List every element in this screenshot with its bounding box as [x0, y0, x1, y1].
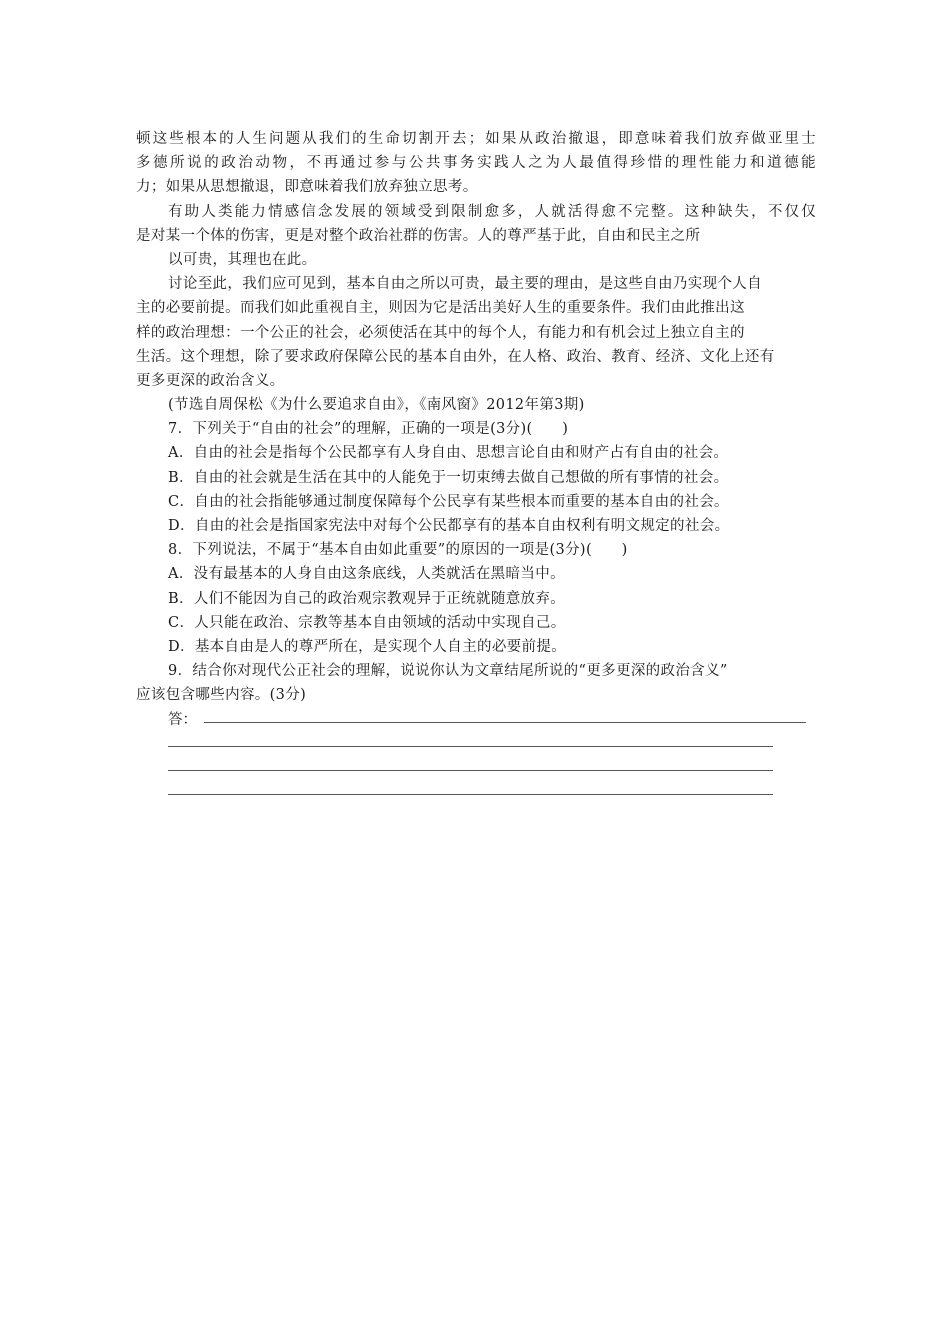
question-8-option-b: B．人们不能因为自己的政治观宗教观异于正统就随意放弃。	[168, 590, 566, 607]
document-page	[136, 127, 816, 804]
answer-area	[136, 708, 816, 732]
answer-line-4[interactable]	[168, 794, 773, 795]
question-7-stem: 7．下列关于“自由的社会”的理解，正确的一项是(3分)( )	[168, 421, 569, 438]
passage-p3-line-2: 主的必要前提。而我们如此重视自主，则因为它是活出美好人生的重要条件。我们由此推出这	[136, 300, 745, 317]
passage-p3-line-5: 更多更深的政治含义。	[136, 372, 285, 389]
question-9-stem-line-1: 9．结合你对现代公正社会的理解，说说你认为文章结尾所说的“更多更深的政治含义”	[168, 663, 728, 680]
question-8-option-a: A．没有最基本的人身自由这条底线，人类就活在黑暗当中。	[168, 566, 565, 583]
question-7-option-d: D．自由的社会是指国家宪法中对每个公民都享有的基本自由权利有明文规定的社会。	[168, 518, 730, 534]
passage-p1-line-1: 顿这些根本的人生问题从我们的生命切割开去；如果从政治撤退，即意味着我们放弃做亚里士	[136, 131, 816, 147]
passage-p1-line-3: 力；如果从思想撤退，即意味着我们放弃独立思考。	[136, 179, 478, 196]
question-7-option-c: C．自由的社会指能够通过制度保障每个公民享有某些根本而重要的基本自由的社会。	[168, 493, 729, 510]
answer-line-2[interactable]	[168, 746, 773, 747]
question-8-option-c: C．人只能在政治、宗教等基本自由领域的活动中实现自己。	[168, 614, 566, 631]
passage-p1-line-2: 多德所说的政治动物，不再通过参与公共事务实践人之为人最值得珍惜的理性能力和道德能	[136, 155, 816, 172]
question-8-option-d: D．基本自由是人的尊严所在，是实现个人自主的必要前提。	[168, 638, 567, 655]
question-7-option-a: A．自由的社会是指每个公民都享有人身自由、思想言论自由和财产占有自由的社会。	[168, 445, 729, 462]
answer-line-1[interactable]	[204, 722, 806, 723]
passage-p2-line-2: 是对某一个体的伤害，更是对整个政治社群的伤害。人的尊严基于此，自由和民主之所	[136, 227, 701, 244]
answer-label: 答：	[168, 711, 197, 728]
answer-line-3[interactable]	[168, 770, 773, 771]
passage-p3-line-1: 讨论至此，我们应可见到，基本自由之所以可贵，最主要的理由，是这些自由乃实现个人自	[168, 276, 762, 293]
question-8-stem: 8．下列说法，不属于“基本自由如此重要”的原因的一项是(3分)( )	[168, 542, 628, 559]
question-9-stem-line-2: 应该包含哪些内容。(3分)	[136, 687, 307, 704]
passage-p3-line-4: 生活。这个理想，除了要求政府保障公民的基本自由外，在人格、政治、教育、经济、文化上还有	[136, 348, 775, 365]
passage-p2-line-3: 以可贵，其理也在此。	[168, 251, 317, 268]
passage-p2-line-1: 有助人类能力情感信念发展的领域受到限制愈多，人就活得愈不完整。这种缺失，不仅仅	[168, 203, 816, 220]
passage-source: (节选自周保松《为什么要追求自由》，《南风窗》2012年第3期)	[168, 397, 585, 414]
question-7-option-b: B．自由的社会就是生活在其中的人能免于一切束缚去做自己想做的所有事情的社会。	[168, 469, 729, 486]
passage-p3-line-3: 样的政治理想：一个公正的社会，必须使活在其中的每个人，有能力和有机会过上独立自主的	[136, 324, 745, 341]
